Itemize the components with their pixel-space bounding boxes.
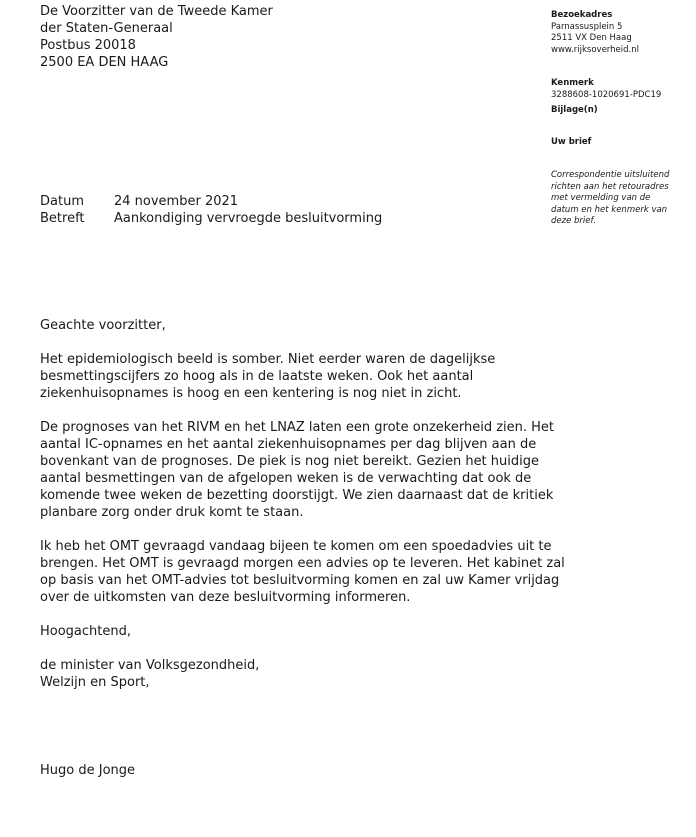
sender-block bbox=[40, 657, 540, 691]
addressee-line: Postbus 20018 bbox=[40, 38, 136, 53]
paragraph-line: op basis van het OMT-advies tot besluitvorming komen en zal uw Kamer vrijdag bbox=[40, 573, 560, 588]
paragraph-line: ziekenhuisopnames is hoog en een kentering is nog niet in zicht. bbox=[40, 386, 462, 401]
sender-line: Welzijn en Sport, bbox=[40, 675, 150, 690]
paragraph-2 bbox=[40, 419, 555, 521]
signatory-name: Hugo de Jonge bbox=[40, 763, 136, 778]
website-link[interactable]: www.rijksoverheid.nl bbox=[551, 44, 639, 55]
paragraph-line: Ik heb het OMT gevraagd vandaag bijeen te komen om een spoedadvies uit te bbox=[40, 539, 552, 554]
paragraph-line: planbare zorg onder druk komt te staan. bbox=[40, 505, 304, 520]
addressee-line: De Voorzitter van de Tweede Kamer bbox=[40, 4, 273, 19]
salutation: Geachte voorzitter, bbox=[40, 318, 166, 333]
paragraph-line: bovenkant van de prognoses. De piek is nog niet bereikt. Gezien het huidige bbox=[40, 454, 539, 469]
paragraph-line: De prognoses van het RIVM en het LNAZ laten een grote onzekerheid zien. Het bbox=[40, 420, 555, 435]
paragraph-1 bbox=[40, 351, 540, 402]
kenmerk-label: Kenmerk bbox=[551, 78, 594, 88]
note-line: richten aan het retouradres bbox=[551, 181, 669, 192]
note-line: datum en het kenmerk van bbox=[551, 204, 668, 215]
betreft-value: Aankondiging vervroegde besluitvorming bbox=[114, 211, 383, 226]
correspondence-note bbox=[551, 170, 691, 228]
addressee-line: 2500 EA DEN HAAG bbox=[40, 55, 169, 70]
paragraph-3 bbox=[40, 538, 565, 606]
address-line: 2511 VX Den Haag bbox=[551, 33, 632, 43]
letterhead-sidebar bbox=[551, 10, 691, 228]
note-line: met vermelding van de bbox=[551, 193, 651, 203]
addressee-block bbox=[40, 3, 273, 71]
subject-row bbox=[40, 210, 382, 227]
date-row bbox=[40, 193, 382, 210]
letter-body bbox=[40, 317, 565, 691]
paragraph-line: besmettingscijfers zo hoog als in de laatste weken. Ook het aantal bbox=[40, 369, 474, 384]
sender-line: de minister van Volksgezondheid, bbox=[40, 658, 260, 673]
address-line: Parnassusplein 5 bbox=[551, 21, 623, 32]
paragraph-line: aantal IC-opnames en het aantal ziekenhuisopnames per dag blijven aan de bbox=[40, 437, 537, 452]
letter-meta bbox=[40, 193, 382, 227]
paragraph-line: aantal besmettingen van de afgelopen weken is de verwachting dat ook de bbox=[40, 471, 532, 486]
betreft-label: Betreft bbox=[40, 211, 85, 226]
note-line: deze brief. bbox=[551, 216, 597, 226]
closing: Hoogachtend, bbox=[40, 624, 132, 639]
bijlagen-label: Bijlage(n) bbox=[551, 105, 598, 115]
paragraph-line: komende twee weken de bezetting doorstijgt. We zien daarnaast dat de kritiek bbox=[40, 488, 554, 503]
bezoekadres-label: Bezoekadres bbox=[551, 10, 613, 20]
addressee-line: der Staten-Generaal bbox=[40, 21, 173, 36]
note-line: Correspondentie uitsluitend bbox=[551, 170, 670, 180]
paragraph-line: brengen. Het OMT is gevraagd morgen een advies op te leveren. Het kabinet zal bbox=[40, 556, 565, 571]
kenmerk-value: 3288608-1020691-PDC19 bbox=[551, 89, 662, 100]
datum-value: 24 november 2021 bbox=[114, 194, 239, 209]
uw-brief-label: Uw brief bbox=[551, 136, 592, 147]
paragraph-line: Het epidemiologisch beeld is somber. Niet eerder waren de dagelijkse bbox=[40, 352, 496, 367]
datum-label: Datum bbox=[40, 194, 84, 209]
paragraph-line: over de uitkomsten van deze besluitvorming informeren. bbox=[40, 590, 411, 605]
